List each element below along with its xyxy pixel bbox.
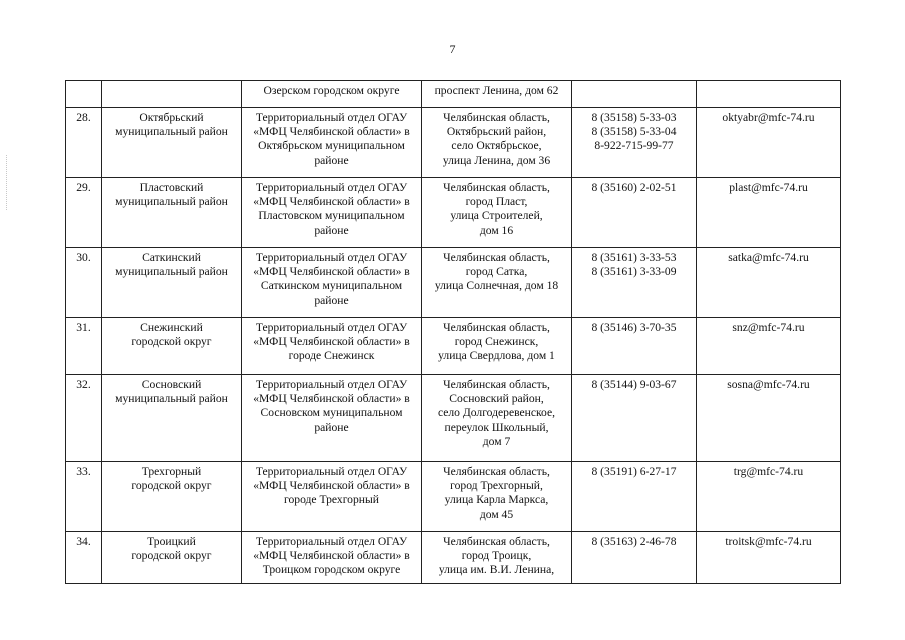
address-line: улица Карла Маркса, bbox=[444, 493, 549, 507]
phones-line: 8 (35146) 3-70-35 bbox=[591, 321, 677, 334]
office-name-line: Территориальный отдел ОГАУ bbox=[255, 251, 408, 264]
district-line: Трехгорный bbox=[141, 465, 202, 478]
row-number-cell: 28. bbox=[66, 108, 102, 178]
scan-edge-mark bbox=[6, 155, 8, 210]
address-line: улица Солнечная, дом 18 bbox=[434, 279, 559, 293]
phones-line: 8 (35158) 5-33-03 bbox=[591, 111, 677, 124]
office-name-line: «МФЦ Челябинской области» в bbox=[253, 549, 410, 563]
office-name-cell bbox=[242, 318, 422, 375]
office-name-line: Троицком городском округе bbox=[262, 563, 401, 577]
address-line: Челябинская область, bbox=[443, 378, 550, 391]
phones-cell bbox=[572, 81, 697, 108]
office-name-line: «МФЦ Челябинской области» в bbox=[253, 335, 410, 349]
address-cell bbox=[422, 108, 572, 178]
phones-cell bbox=[572, 318, 697, 375]
district-line: Пластовский bbox=[139, 181, 204, 194]
mfc-offices-table-container bbox=[65, 80, 840, 584]
office-name-cell bbox=[242, 375, 422, 462]
district-line: Снежинский bbox=[140, 321, 203, 334]
table-row bbox=[66, 108, 841, 178]
office-name-cell bbox=[242, 178, 422, 248]
office-name-line: Территориальный отдел ОГАУ bbox=[255, 321, 408, 334]
table-row bbox=[66, 532, 841, 584]
office-name-line: «МФЦ Челябинской области» в bbox=[253, 125, 410, 139]
table-row bbox=[66, 178, 841, 248]
row-number-cell: 30. bbox=[66, 248, 102, 318]
address-line: Сосновский район, bbox=[449, 392, 544, 406]
address-line: улица Свердлова, дом 1 bbox=[438, 349, 555, 363]
office-name-cell bbox=[242, 108, 422, 178]
office-name-line: «МФЦ Челябинской области» в bbox=[253, 195, 410, 209]
email-cell: plast@mfc-74.ru bbox=[697, 178, 841, 248]
address-line: Челябинская область, bbox=[443, 111, 550, 124]
row-number-cell bbox=[66, 81, 102, 108]
row-number-cell: 33. bbox=[66, 462, 102, 532]
address-line: улица Строителей, bbox=[450, 209, 543, 223]
office-name-cell bbox=[242, 532, 422, 584]
district-cell bbox=[102, 318, 242, 375]
office-name-line: Саткинском муниципальном bbox=[260, 279, 403, 293]
office-name-line: Территориальный отдел ОГАУ bbox=[255, 181, 408, 194]
office-name-line: Территориальный отдел ОГАУ bbox=[255, 465, 408, 478]
phones-line: 8 (35163) 2-46-78 bbox=[591, 535, 677, 548]
page-number: 7 bbox=[449, 42, 456, 56]
email-cell: oktyabr@mfc-74.ru bbox=[697, 108, 841, 178]
district-line: Троицкий bbox=[147, 535, 196, 548]
address-line: Октябрьский район, bbox=[446, 125, 547, 139]
office-name-line: «МФЦ Челябинской области» в bbox=[253, 479, 410, 493]
office-name-cell bbox=[242, 81, 422, 108]
table-row bbox=[66, 248, 841, 318]
table-row bbox=[66, 318, 841, 375]
phones-cell bbox=[572, 375, 697, 462]
district-cell bbox=[102, 108, 242, 178]
office-name-line: городе Снежинск bbox=[288, 349, 375, 363]
phones-line: 8 (35161) 3-33-53 bbox=[591, 251, 677, 264]
office-name-line: Территориальный отдел ОГАУ bbox=[255, 535, 408, 548]
district-cell bbox=[102, 375, 242, 462]
office-name-line: районе bbox=[314, 223, 349, 237]
district-line: Сосновский bbox=[141, 378, 202, 391]
district-line: городской округ bbox=[131, 335, 212, 349]
address-line: город Пласт, bbox=[465, 195, 528, 209]
address-line: город Трехгорный, bbox=[450, 479, 543, 493]
district-cell bbox=[102, 248, 242, 318]
phones-cell bbox=[572, 462, 697, 532]
address-cell bbox=[422, 178, 572, 248]
office-name-line: районе bbox=[314, 153, 349, 167]
address-line: Челябинская область, bbox=[443, 251, 550, 264]
table-row bbox=[66, 462, 841, 532]
email-cell: satka@mfc-74.ru bbox=[697, 248, 841, 318]
table-body bbox=[66, 81, 841, 584]
phones-line: 8 (35158) 5-33-04 bbox=[591, 125, 677, 139]
office-name-line: Сосновском муниципальном bbox=[260, 406, 403, 420]
district-line: городской округ bbox=[131, 549, 212, 563]
phones-cell bbox=[572, 532, 697, 584]
phones-cell bbox=[572, 178, 697, 248]
address-line: Челябинская область, bbox=[443, 181, 550, 194]
address-line: Челябинская область, bbox=[443, 465, 550, 478]
email-cell: troitsk@mfc-74.ru bbox=[697, 532, 841, 584]
address-line: дом 16 bbox=[479, 223, 514, 237]
row-number-cell: 29. bbox=[66, 178, 102, 248]
office-name-line: Озерском городском округе bbox=[263, 84, 400, 97]
office-name-cell bbox=[242, 462, 422, 532]
address-line: город Снежинск, bbox=[454, 335, 539, 349]
district-line: муниципальный район bbox=[115, 392, 228, 406]
office-name-line: районе bbox=[314, 420, 349, 434]
district-line: Октябрьский bbox=[139, 111, 204, 124]
district-line: муниципальный район bbox=[115, 125, 228, 139]
office-name-line: Территориальный отдел ОГАУ bbox=[255, 378, 408, 391]
address-line: Челябинская область, bbox=[443, 535, 550, 548]
address-line: дом 45 bbox=[479, 507, 514, 521]
address-line: проспект Ленина, дом 62 bbox=[434, 84, 559, 97]
address-line: улица им. В.И. Ленина, bbox=[438, 563, 555, 577]
address-cell bbox=[422, 81, 572, 108]
district-line: муниципальный район bbox=[115, 265, 228, 279]
phones-line: 8 (35160) 2-02-51 bbox=[591, 181, 677, 194]
address-line: переулок Школьный, bbox=[444, 420, 549, 434]
email-cell: snz@mfc-74.ru bbox=[697, 318, 841, 375]
district-line: муниципальный район bbox=[115, 195, 228, 209]
address-cell bbox=[422, 532, 572, 584]
office-name-line: районе bbox=[314, 293, 349, 307]
address-line: село Долгодеревенское, bbox=[437, 406, 556, 420]
row-number-cell: 31. bbox=[66, 318, 102, 375]
email-cell: trg@mfc-74.ru bbox=[697, 462, 841, 532]
email-cell: sosna@mfc-74.ru bbox=[697, 375, 841, 462]
email-cell bbox=[697, 81, 841, 108]
address-line: село Октябрьское, bbox=[451, 139, 542, 153]
table-row bbox=[66, 81, 841, 108]
address-line: город Троицк, bbox=[461, 549, 532, 563]
phones-cell bbox=[572, 248, 697, 318]
phones-line: 8 (35144) 9-03-67 bbox=[591, 378, 677, 391]
office-name-line: городе Трехгорный bbox=[284, 493, 379, 507]
office-name-line: «МФЦ Челябинской области» в bbox=[253, 265, 410, 279]
district-cell bbox=[102, 532, 242, 584]
district-cell bbox=[102, 178, 242, 248]
address-line: Челябинская область, bbox=[443, 321, 550, 334]
mfc-offices-table bbox=[65, 80, 841, 584]
address-line: улица Ленина, дом 36 bbox=[442, 153, 551, 167]
district-line: Саткинский bbox=[142, 251, 201, 264]
phones-cell bbox=[572, 108, 697, 178]
office-name-line: Октябрьском муниципальном bbox=[258, 139, 405, 153]
district-cell bbox=[102, 462, 242, 532]
district-cell bbox=[102, 81, 242, 108]
office-name-line: «МФЦ Челябинской области» в bbox=[253, 392, 410, 406]
office-name-cell bbox=[242, 248, 422, 318]
address-line: дом 7 bbox=[482, 434, 511, 448]
district-line: городской округ bbox=[131, 479, 212, 493]
address-line: город Сатка, bbox=[465, 265, 528, 279]
row-number-cell: 34. bbox=[66, 532, 102, 584]
address-cell bbox=[422, 248, 572, 318]
phones-line: 8-922-715-99-77 bbox=[594, 139, 674, 153]
address-cell bbox=[422, 462, 572, 532]
office-name-line: Пластовском муниципальном bbox=[258, 209, 405, 223]
address-cell bbox=[422, 375, 572, 462]
phones-line: 8 (35161) 3-33-09 bbox=[591, 265, 677, 279]
address-cell bbox=[422, 318, 572, 375]
office-name-line: Территориальный отдел ОГАУ bbox=[255, 111, 408, 124]
row-number-cell: 32. bbox=[66, 375, 102, 462]
table-row bbox=[66, 375, 841, 462]
phones-line: 8 (35191) 6-27-17 bbox=[591, 465, 677, 478]
